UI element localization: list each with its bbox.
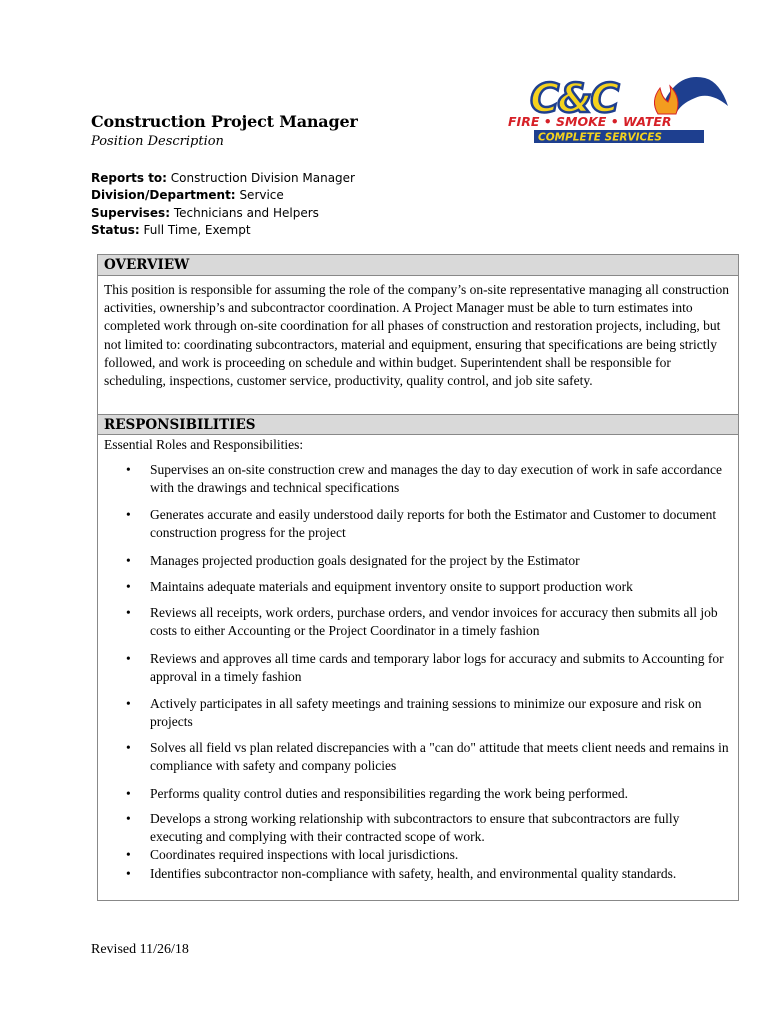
responsibilities-intro: Essential Roles and Responsibilities: <box>104 437 304 452</box>
bullet-icon: • <box>126 786 131 801</box>
meta-label: Status: <box>91 222 140 237</box>
content-frame <box>97 254 739 901</box>
logo-cc-text: C&C <box>530 76 618 122</box>
meta-row-status <box>91 222 355 239</box>
meta-value: Construction Division Manager <box>170 171 355 185</box>
bullet-icon: • <box>126 811 131 826</box>
bullet-icon: • <box>126 462 131 477</box>
list-item-text: Reviews and approves all time cards and temporary labor logs for accuracy and submits to Accounting for approval in a timely fashion <box>150 651 724 685</box>
list-item-text: Coordinates required inspections with local jurisdictions. <box>150 847 459 862</box>
list-item-text: Solves all field vs plan related discrepancies with a "can do" attitude that meets client needs and remains in compliance with safety and company policies <box>150 740 729 774</box>
list-item-text: Supervises an on-site construction crew and manages the day to day execution of work in safe accordance with the drawings and technical specifications <box>150 462 723 496</box>
company-logo <box>500 66 736 148</box>
bullet-icon: • <box>126 553 131 568</box>
logo-complete-services: COMPLETE SERVICES <box>538 131 662 144</box>
list-item-text: Maintains adequate materials and equipment inventory onsite to support production work <box>150 579 633 594</box>
responsibilities-heading: RESPONSIBILITIES <box>98 414 738 435</box>
bullet-icon: • <box>126 579 131 594</box>
logo-tagline-fire-smoke-water: FIRE • SMOKE • WATER <box>508 114 672 129</box>
bullet-icon: • <box>126 507 131 522</box>
overview-text: This position is responsible for assuming the role of the company’s on-site representative managing all construction activities, ownership’s and subcontractor coordination. A Project Manager must be able to turn estimates into completed work through on-site coordination for all phases of construction and restoration projects, including, but not limited to: coordinating subcontractors, material and equipment, ensuring that specifications are being strictly followed, and work is proceeding on schedule and within budget. Superintendent shall be responsible for scheduling, inspections, customer service, productivity, quality control, and job site safety. <box>104 282 729 389</box>
list-item-text: Actively participates in all safety meetings and training sessions to minimize our exposure and risk on projects <box>150 696 702 730</box>
meta-value: Service <box>239 188 284 203</box>
meta-row-supervises <box>91 205 355 222</box>
bullet-icon: • <box>126 740 131 755</box>
page-title: Construction Project Manager <box>91 112 358 131</box>
bullet-icon: • <box>126 651 131 666</box>
list-item-text: Generates accurate and easily understood daily reports for both the Estimator and Customer to document construction progress for the project <box>150 507 717 541</box>
meta-value: Technicians and Helpers <box>173 205 319 220</box>
meta-row-reports-to <box>91 170 355 187</box>
page-subtitle: Position Description <box>91 134 224 149</box>
bullet-icon: • <box>126 696 131 711</box>
list-item-text: Performs quality control duties and responsibilities regarding the work being performed. <box>150 786 629 801</box>
overview-heading: OVERVIEW <box>98 255 738 276</box>
list-item-text: Reviews all receipts, work orders, purchase orders, and vendor invoices for accuracy then submits all job costs to either Accounting or the Project Coordinator in a timely fashion <box>150 605 718 639</box>
list-item-text: Identifies subcontractor non-compliance with safety, health, and environmental quality standards. <box>150 866 677 881</box>
revised-date: Revised 11/26/18 <box>91 942 189 957</box>
meta-value: Full Time, Exempt <box>143 222 251 237</box>
meta-label: Supervises: <box>91 205 170 220</box>
bullet-icon: • <box>126 866 131 881</box>
meta-label: Reports to: <box>91 171 167 185</box>
meta-label: Division/Department: <box>91 188 236 203</box>
bullet-icon: • <box>126 605 131 620</box>
meta-row-division <box>91 187 355 204</box>
list-item-text: Manages projected production goals designated for the project by the Estimator <box>150 553 580 568</box>
list-item-text: Develops a strong working relationship with subcontractors to ensure that subcontractors are fully executing and complying with their contracted scope of work. <box>150 811 680 845</box>
position-meta <box>91 170 355 239</box>
bullet-icon: • <box>126 847 131 862</box>
